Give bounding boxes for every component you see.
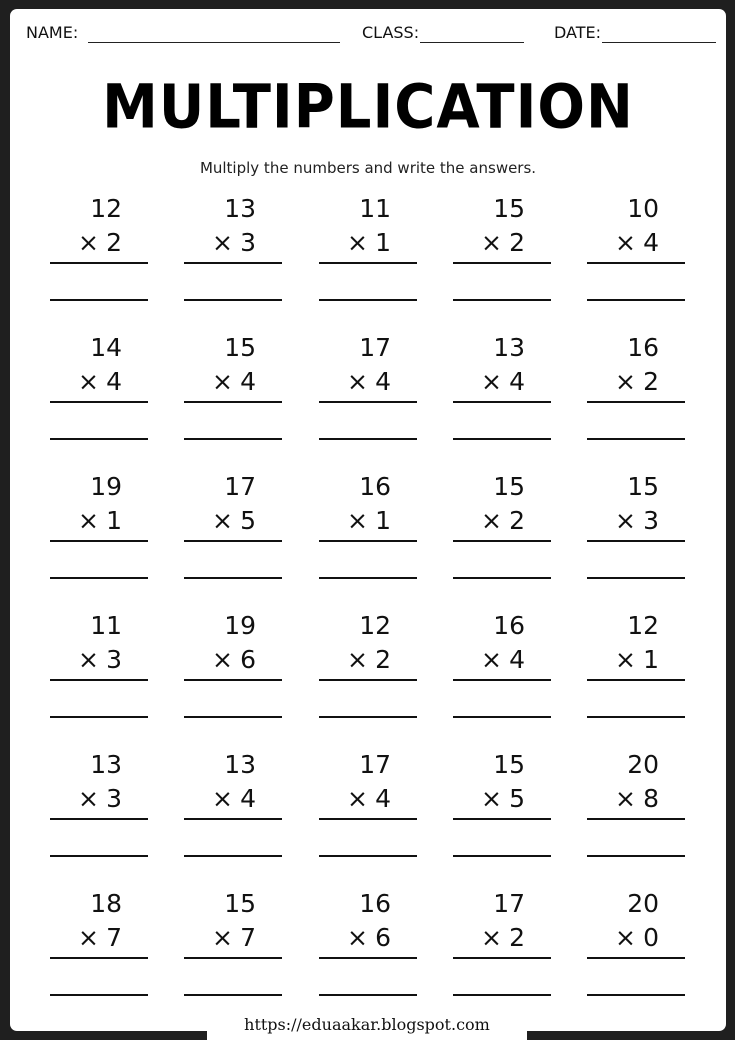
- product-rule: [319, 540, 417, 542]
- answer-blank[interactable]: [319, 299, 417, 301]
- problem: [184, 194, 282, 304]
- problem: [587, 194, 685, 304]
- answer-blank[interactable]: [587, 994, 685, 996]
- multiplier: 5: [240, 506, 256, 535]
- multiplicand: 15: [627, 472, 659, 501]
- answer-blank[interactable]: [587, 299, 685, 301]
- product-rule: [184, 818, 282, 820]
- multiplicand: 19: [90, 472, 122, 501]
- times-sign: ×: [78, 228, 99, 257]
- answer-blank[interactable]: [319, 994, 417, 996]
- answer-blank[interactable]: [50, 855, 148, 857]
- problem: [453, 889, 551, 999]
- product-rule: [184, 401, 282, 403]
- problem: [50, 472, 148, 582]
- problem: [184, 611, 282, 721]
- class-field: [362, 23, 532, 45]
- multiplicand: 15: [493, 194, 525, 223]
- times-sign: ×: [212, 228, 233, 257]
- times-sign: ×: [212, 784, 233, 813]
- product-rule: [587, 401, 685, 403]
- answer-blank[interactable]: [184, 299, 282, 301]
- answer-blank[interactable]: [319, 716, 417, 718]
- multiplier: 0: [643, 923, 659, 952]
- multiplier: 4: [106, 367, 122, 396]
- product-rule: [50, 679, 148, 681]
- multiplicand: 20: [627, 750, 659, 779]
- instructions: Multiply the numbers and write the answers.: [199, 159, 537, 177]
- multiplier: 3: [106, 645, 122, 674]
- times-sign: ×: [212, 923, 233, 952]
- times-sign: ×: [481, 645, 502, 674]
- multiplier: 3: [240, 228, 256, 257]
- multiplicand: 16: [359, 889, 391, 918]
- date-field: [554, 23, 724, 45]
- times-sign: ×: [347, 367, 368, 396]
- problem: [319, 194, 417, 304]
- product-rule: [453, 540, 551, 542]
- multiplier: 4: [375, 367, 391, 396]
- product-rule: [587, 818, 685, 820]
- multiplier: 4: [509, 645, 525, 674]
- multiplicand: 16: [493, 611, 525, 640]
- problem: [319, 333, 417, 443]
- multiplier: 4: [375, 784, 391, 813]
- times-sign: ×: [212, 506, 233, 535]
- multiplier: 2: [375, 645, 391, 674]
- problem: [184, 889, 282, 999]
- multiplier: 1: [643, 645, 659, 674]
- multiplier: 7: [106, 923, 122, 952]
- problem: [319, 472, 417, 582]
- product-rule: [319, 818, 417, 820]
- problem: [453, 194, 551, 304]
- date-blank[interactable]: [602, 42, 716, 43]
- problem: [587, 611, 685, 721]
- product-rule: [319, 262, 417, 264]
- product-rule: [453, 679, 551, 681]
- product-rule: [319, 957, 417, 959]
- multiplicand: 17: [224, 472, 256, 501]
- problem: [453, 472, 551, 582]
- name-label: NAME:: [26, 23, 79, 42]
- problem: [184, 472, 282, 582]
- multiplier: 1: [375, 506, 391, 535]
- multiplicand: 19: [224, 611, 256, 640]
- times-sign: ×: [481, 367, 502, 396]
- multiplicand: 15: [224, 889, 256, 918]
- times-sign: ×: [78, 923, 99, 952]
- multiplicand: 13: [224, 194, 256, 223]
- multiplicand: 12: [359, 611, 391, 640]
- multiplier: 4: [643, 228, 659, 257]
- product-rule: [319, 679, 417, 681]
- problem: [587, 333, 685, 443]
- name-field: [26, 23, 326, 45]
- worksheet: [10, 9, 726, 1031]
- multiplier: 4: [240, 784, 256, 813]
- times-sign: ×: [615, 645, 636, 674]
- times-sign: ×: [615, 367, 636, 396]
- multiplier: 2: [509, 228, 525, 257]
- times-sign: ×: [78, 784, 99, 813]
- times-sign: ×: [347, 506, 368, 535]
- times-sign: ×: [347, 228, 368, 257]
- answer-blank[interactable]: [453, 994, 551, 996]
- answer-blank[interactable]: [587, 438, 685, 440]
- answer-blank[interactable]: [319, 577, 417, 579]
- problem: [319, 750, 417, 860]
- answer-blank[interactable]: [50, 438, 148, 440]
- multiplicand: 17: [359, 750, 391, 779]
- answer-blank[interactable]: [453, 716, 551, 718]
- problem: [50, 333, 148, 443]
- answer-blank[interactable]: [184, 438, 282, 440]
- multiplicand: 18: [90, 889, 122, 918]
- times-sign: ×: [212, 645, 233, 674]
- name-blank[interactable]: [88, 42, 340, 43]
- times-sign: ×: [78, 367, 99, 396]
- date-label: DATE:: [554, 23, 602, 42]
- class-blank[interactable]: [420, 42, 524, 43]
- times-sign: ×: [347, 923, 368, 952]
- multiplier: 2: [106, 228, 122, 257]
- times-sign: ×: [212, 367, 233, 396]
- answer-blank[interactable]: [50, 577, 148, 579]
- problem: [453, 611, 551, 721]
- product-rule: [184, 679, 282, 681]
- times-sign: ×: [615, 506, 636, 535]
- multiplicand: 15: [493, 472, 525, 501]
- answer-blank[interactable]: [587, 577, 685, 579]
- class-label: CLASS:: [362, 23, 420, 42]
- multiplicand: 20: [627, 889, 659, 918]
- multiplicand: 16: [627, 333, 659, 362]
- answer-blank[interactable]: [319, 438, 417, 440]
- multiplicand: 13: [224, 750, 256, 779]
- multiplicand: 17: [493, 889, 525, 918]
- product-rule: [184, 540, 282, 542]
- times-sign: ×: [615, 923, 636, 952]
- times-sign: ×: [347, 784, 368, 813]
- problem: [184, 750, 282, 860]
- multiplicand: 15: [493, 750, 525, 779]
- problem: [50, 750, 148, 860]
- problem: [184, 333, 282, 443]
- product-rule: [50, 957, 148, 959]
- problem: [587, 750, 685, 860]
- answer-blank[interactable]: [184, 994, 282, 996]
- answer-blank[interactable]: [453, 855, 551, 857]
- product-rule: [50, 401, 148, 403]
- problem: [453, 333, 551, 443]
- multiplier: 3: [643, 506, 659, 535]
- times-sign: ×: [481, 228, 502, 257]
- answer-blank[interactable]: [184, 577, 282, 579]
- answer-blank[interactable]: [50, 994, 148, 996]
- answer-blank[interactable]: [453, 299, 551, 301]
- multiplicand: 10: [627, 194, 659, 223]
- times-sign: ×: [78, 506, 99, 535]
- product-rule: [587, 262, 685, 264]
- multiplicand: 12: [627, 611, 659, 640]
- times-sign: ×: [481, 923, 502, 952]
- times-sign: ×: [481, 506, 502, 535]
- product-rule: [184, 262, 282, 264]
- product-rule: [319, 401, 417, 403]
- answer-blank[interactable]: [50, 716, 148, 718]
- multiplier: 1: [106, 506, 122, 535]
- times-sign: ×: [78, 645, 99, 674]
- footer-url: https://eduaakar.blogspot.com: [244, 1015, 490, 1034]
- product-rule: [453, 401, 551, 403]
- multiplier: 6: [375, 923, 391, 952]
- answer-blank[interactable]: [50, 299, 148, 301]
- product-rule: [50, 540, 148, 542]
- answer-blank[interactable]: [184, 855, 282, 857]
- multiplier: 4: [509, 367, 525, 396]
- multiplicand: 17: [359, 333, 391, 362]
- problem: [587, 889, 685, 999]
- page-title: MULTIPLICATION: [102, 72, 634, 143]
- problem: [587, 472, 685, 582]
- product-rule: [453, 818, 551, 820]
- multiplier: 6: [240, 645, 256, 674]
- multiplicand: 16: [359, 472, 391, 501]
- multiplier: 2: [643, 367, 659, 396]
- problem: [50, 889, 148, 999]
- answer-blank[interactable]: [453, 438, 551, 440]
- times-sign: ×: [615, 228, 636, 257]
- product-rule: [587, 540, 685, 542]
- answer-blank[interactable]: [453, 577, 551, 579]
- problem: [319, 889, 417, 999]
- multiplicand: 14: [90, 333, 122, 362]
- product-rule: [453, 957, 551, 959]
- product-rule: [50, 818, 148, 820]
- multiplicand: 15: [224, 333, 256, 362]
- multiplicand: 13: [493, 333, 525, 362]
- answer-blank[interactable]: [587, 716, 685, 718]
- problem: [50, 194, 148, 304]
- multiplier: 2: [509, 506, 525, 535]
- answer-blank[interactable]: [319, 855, 417, 857]
- multiplier: 1: [375, 228, 391, 257]
- multiplier: 7: [240, 923, 256, 952]
- product-rule: [184, 957, 282, 959]
- answer-blank[interactable]: [184, 716, 282, 718]
- multiplicand: 13: [90, 750, 122, 779]
- multiplicand: 11: [359, 194, 391, 223]
- multiplier: 2: [509, 923, 525, 952]
- multiplier: 3: [106, 784, 122, 813]
- problem: [453, 750, 551, 860]
- answer-blank[interactable]: [587, 855, 685, 857]
- times-sign: ×: [481, 784, 502, 813]
- problem: [319, 611, 417, 721]
- product-rule: [453, 262, 551, 264]
- multiplier: 8: [643, 784, 659, 813]
- multiplicand: 12: [90, 194, 122, 223]
- times-sign: ×: [615, 784, 636, 813]
- product-rule: [587, 679, 685, 681]
- product-rule: [587, 957, 685, 959]
- times-sign: ×: [347, 645, 368, 674]
- multiplier: 4: [240, 367, 256, 396]
- product-rule: [50, 262, 148, 264]
- multiplicand: 11: [90, 611, 122, 640]
- multiplier: 5: [509, 784, 525, 813]
- problem: [50, 611, 148, 721]
